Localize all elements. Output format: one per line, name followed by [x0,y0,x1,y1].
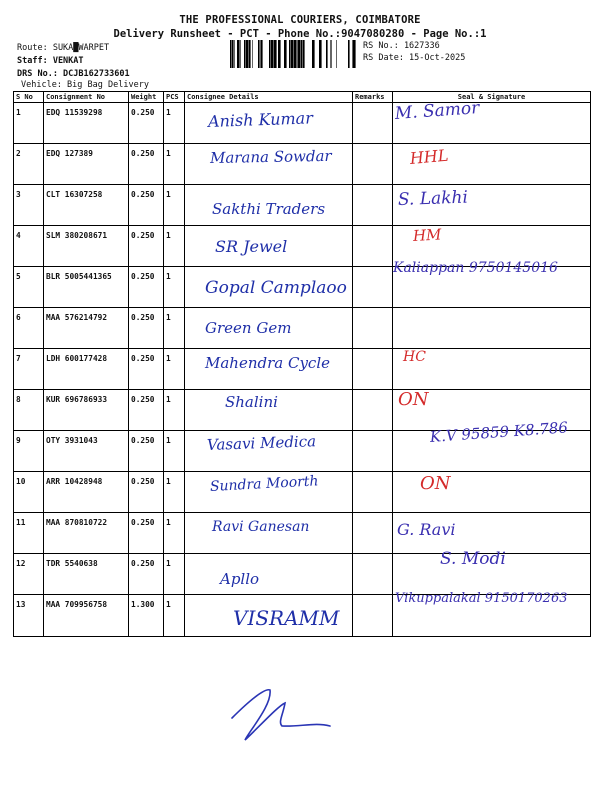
row-remarks-cell [353,390,393,431]
seal-signature: Kaliappan 9750145016 [393,260,558,276]
row-consignment-no: CLT 16307258 [44,185,129,226]
row-sno: 5 [14,267,44,308]
table-row [14,308,591,349]
row-consignment-no: ARR 10428948 [44,472,129,513]
consignee-name: Marana Sowdar [209,146,332,167]
row-remarks-cell [353,472,393,513]
row-remarks-cell [353,513,393,554]
row-sno: 13 [14,595,44,637]
vehicle-label: Vehicle: Big Bag Delivery [21,80,149,90]
row-consignment-no: KUR 696786933 [44,390,129,431]
row-consignment-no: OTY 3931043 [44,431,129,472]
row-remarks-cell [353,308,393,349]
consignee-name: Green Gem [205,319,292,337]
row-sno: 2 [14,144,44,185]
rs-date: RS Date: 15-Oct-2025 [363,53,466,63]
row-weight: 0.250 [129,554,164,595]
row-remarks-cell [353,144,393,185]
seal-signature: Vikuppalakal 9150170263 [395,591,568,606]
row-consignee-cell [185,554,353,595]
col-pcs-header: PCS [164,92,185,103]
row-consignment-no: MAA 709956758 [44,595,129,637]
seal-signature: ON [420,473,451,494]
row-weight: 0.250 [129,144,164,185]
row-pcs: 1 [164,554,185,595]
row-weight: 0.250 [129,103,164,144]
row-remarks-cell [353,267,393,308]
consignee-name: Vasavi Medica [206,432,317,454]
col-consignment-header: Consignment No [44,92,129,103]
row-sno: 7 [14,349,44,390]
row-weight: 0.250 [129,226,164,267]
consignee-name: Apllo [220,570,260,588]
col-remarks-header: Remarks [353,92,393,103]
row-consignment-no: SLM 380208671 [44,226,129,267]
row-pcs: 1 [164,513,185,554]
row-consignment-no: EDQ 11539298 [44,103,129,144]
runsheet-title: Delivery Runsheet - PCT - Phone No.:9047080280 - Page No.:1 [113,28,487,40]
row-sno: 6 [14,308,44,349]
consignee-name: Gopal Camplaoo [205,278,347,298]
row-weight: 0.250 [129,185,164,226]
row-pcs: 1 [164,103,185,144]
row-sno: 4 [14,226,44,267]
consignee-name: SR Jewel [215,237,288,256]
row-remarks-cell [353,349,393,390]
row-pcs: 1 [164,431,185,472]
row-pcs: 1 [164,472,185,513]
company-title: THE PROFESSIONAL COURIERS, COIMBATORE [179,14,421,26]
row-pcs: 1 [164,185,185,226]
consignee-name: Shalini [225,393,278,411]
row-pcs: 1 [164,390,185,431]
col-weight-header: Weight [129,92,164,103]
seal-signature: S. Lakhi [397,187,469,210]
row-remarks-cell [353,431,393,472]
row-sno: 11 [14,513,44,554]
row-consignment-no: LDH 600177428 [44,349,129,390]
seal-signature: M. Samor [394,98,480,124]
row-consignment-no: MAA 870810722 [44,513,129,554]
row-sno: 8 [14,390,44,431]
consignee-name: Sundra Moorth [209,473,319,495]
route-label: Route: SUKA█WARPET [17,43,110,53]
row-remarks-cell [353,185,393,226]
row-weight: 0.250 [129,267,164,308]
drs-label: DRS No.: DCJB162733601 [17,69,130,79]
col-consignee-header: Consignee Details [185,92,353,103]
seal-signature: S. Modi [440,549,506,569]
row-pcs: 1 [164,595,185,637]
row-seal-cell [393,308,591,349]
row-weight: 0.250 [129,308,164,349]
row-remarks-cell [353,554,393,595]
seal-signature: HC [403,349,426,365]
row-remarks-cell [353,103,393,144]
consignee-name: VISRAMM [233,606,340,630]
row-weight: 0.250 [129,513,164,554]
row-sno: 1 [14,103,44,144]
consignee-name: Anish Kumar [207,108,314,131]
row-consignment-no: MAA 576214792 [44,308,129,349]
row-weight: 0.250 [129,431,164,472]
row-weight: 1.300 [129,595,164,637]
row-pcs: 1 [164,349,185,390]
col-seal-header: Seal & Signature [393,92,591,103]
consignee-name: Ravi Ganesan [212,519,310,535]
row-sno: 12 [14,554,44,595]
consignee-name: Sakthi Traders [212,200,326,218]
row-pcs: 1 [164,144,185,185]
row-pcs: 1 [164,226,185,267]
seal-signature: HHL [409,145,450,168]
row-sno: 3 [14,185,44,226]
table-header-row [14,92,591,103]
row-weight: 0.250 [129,390,164,431]
seal-signature: ON [398,389,429,410]
seal-signature: HM [412,225,442,245]
col-sno-header: S No [14,92,44,103]
row-sno: 10 [14,472,44,513]
seal-signature: K.V 95859 K8.786 [429,418,569,446]
rs-number: RS No.: 1627336 [363,41,440,51]
row-consignment-no: BLR 5005441365 [44,267,129,308]
row-weight: 0.250 [129,349,164,390]
staff-label: Staff: VENKAT [17,56,84,66]
row-pcs: 1 [164,267,185,308]
row-consignment-no: TDR 5540638 [44,554,129,595]
row-pcs: 1 [164,308,185,349]
row-weight: 0.250 [129,472,164,513]
barcode [230,40,360,68]
seal-signature: G. Ravi [397,520,456,539]
row-sno: 9 [14,431,44,472]
row-remarks-cell [353,226,393,267]
row-consignment-no: EDQ 127389 [44,144,129,185]
consignee-name: Mahendra Cycle [205,354,331,372]
row-remarks-cell [353,595,393,637]
